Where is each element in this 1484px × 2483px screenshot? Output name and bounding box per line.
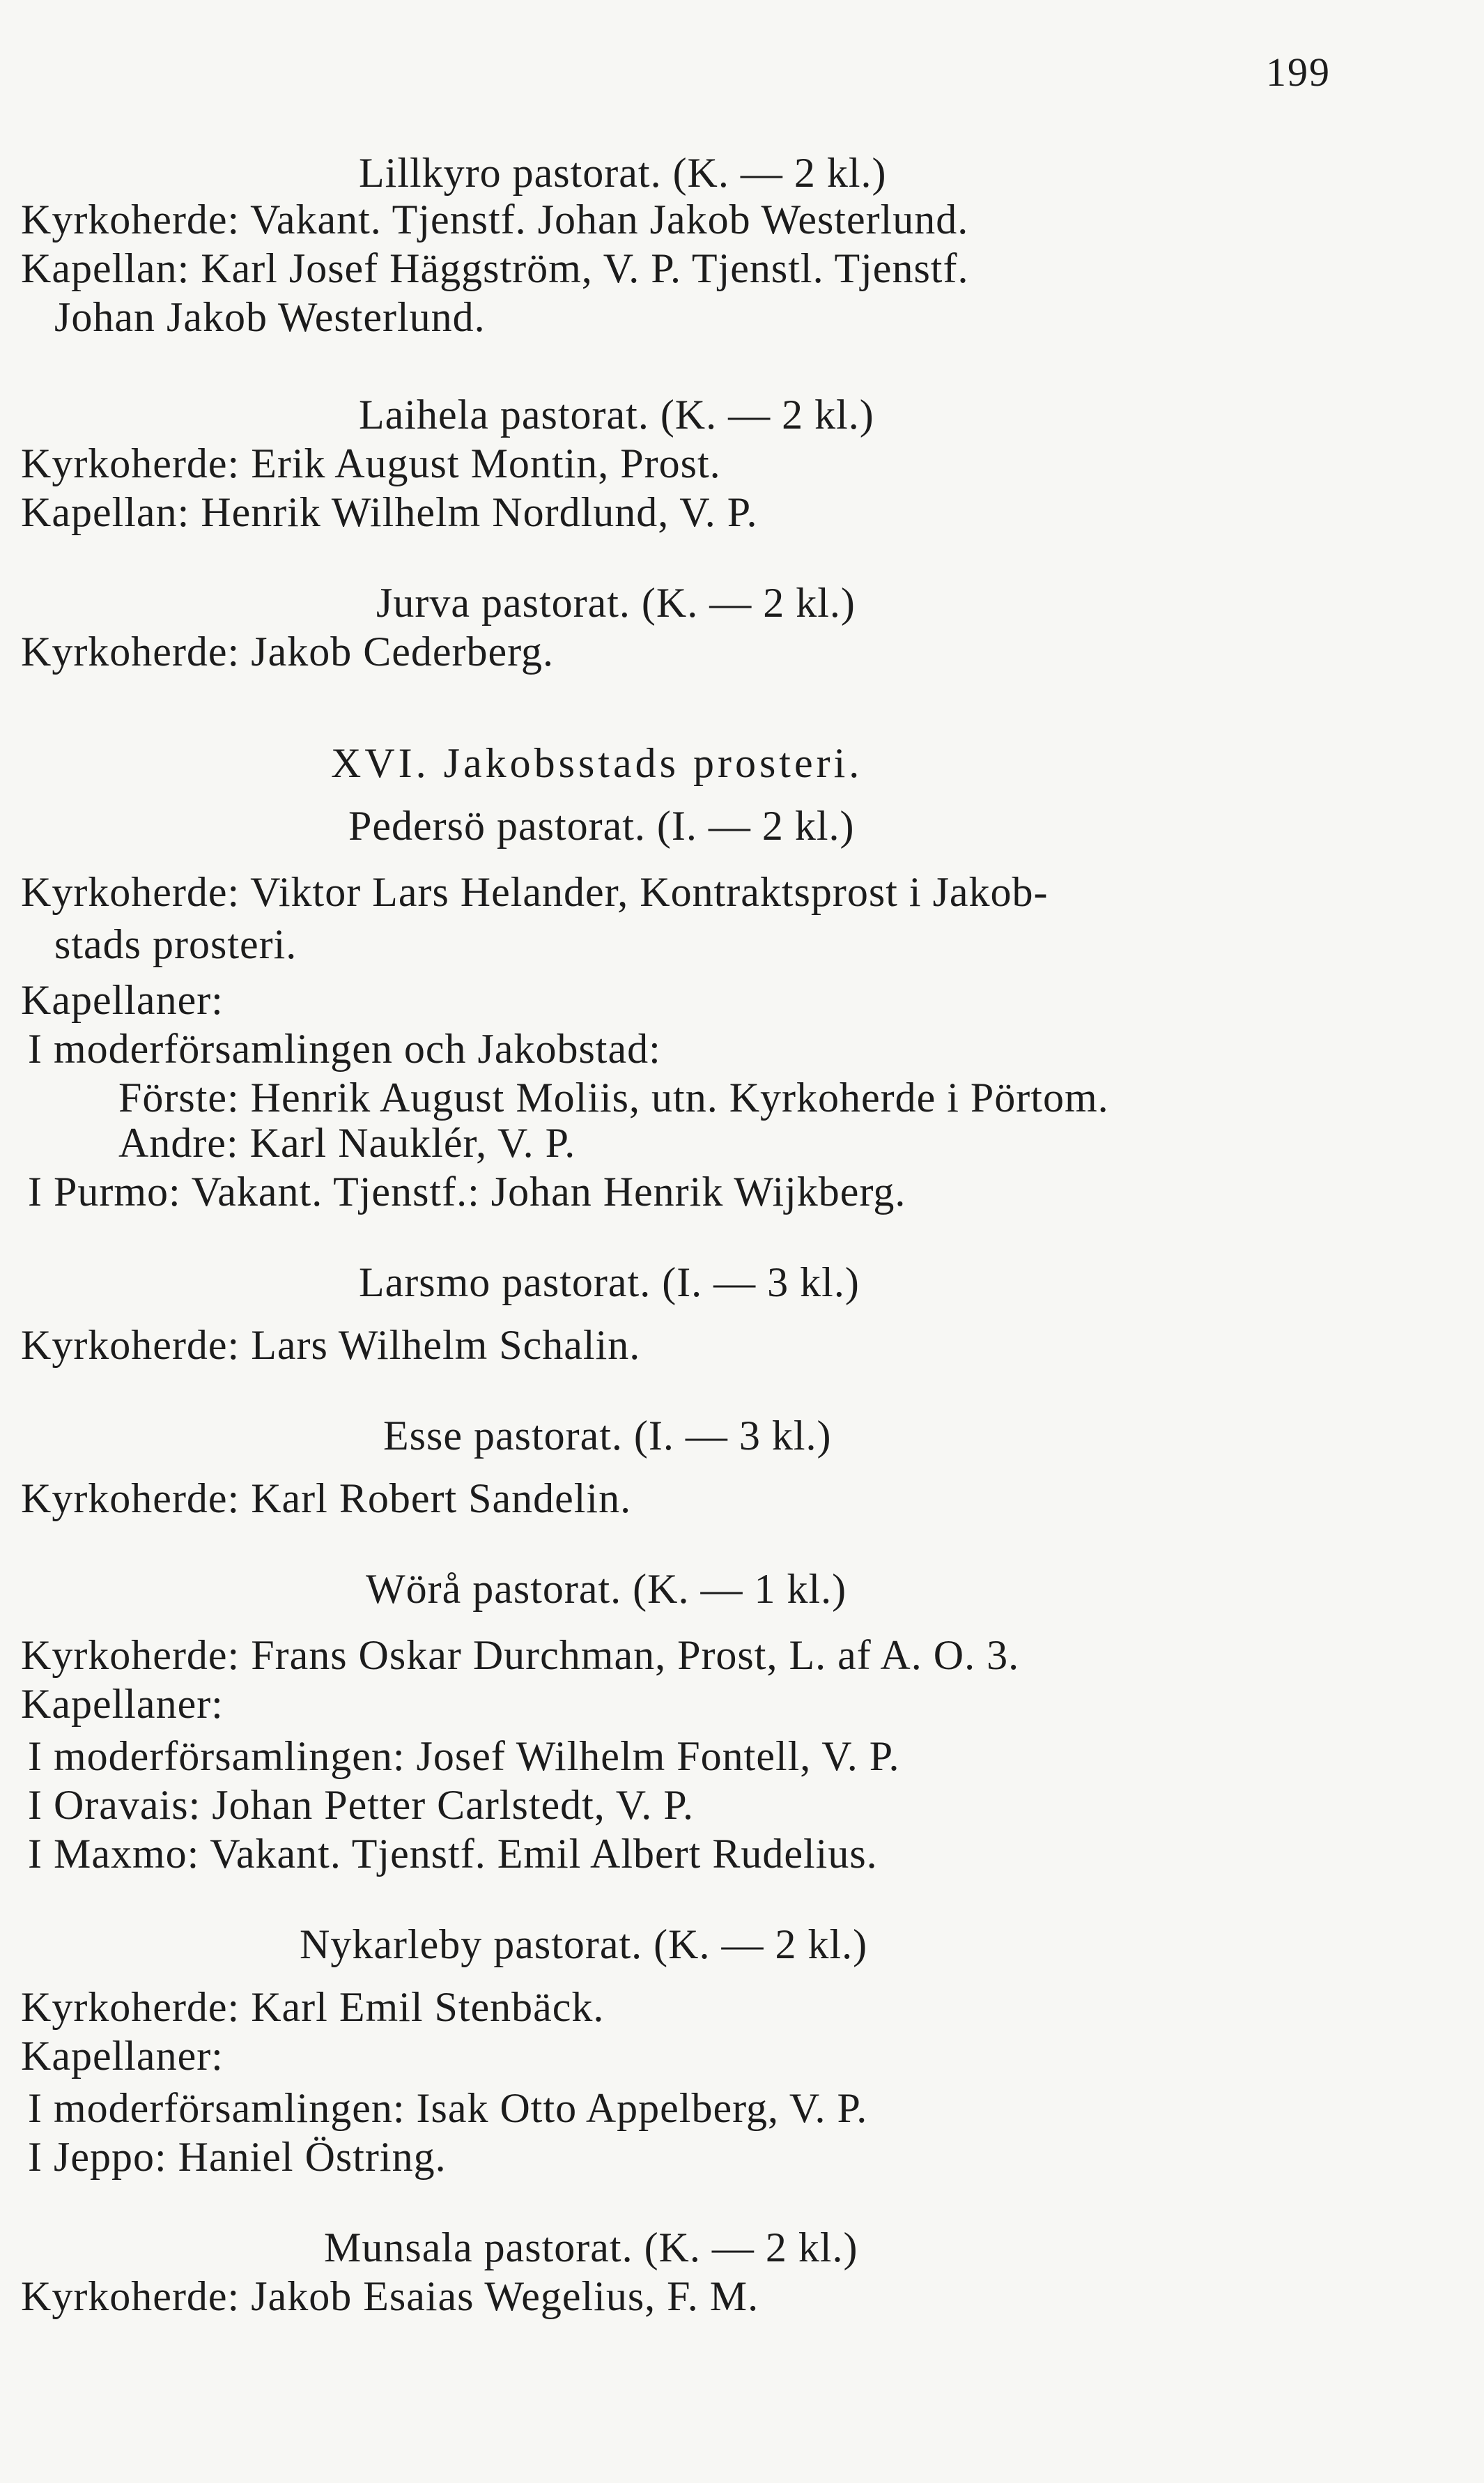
text-line: Andre: Karl Nauklér, V. P. bbox=[118, 1120, 576, 1166]
text-line: Kyrkoherde: Karl Emil Stenbäck. bbox=[21, 1984, 605, 2030]
text-line: Kyrkoherde: Jakob Cederberg. bbox=[21, 629, 554, 675]
heading-munsala: Munsala pastorat. (K. — 2 kl.) bbox=[324, 2224, 858, 2270]
text-line: I moderförsamlingen: Josef Wilhelm Fontell, V. P. bbox=[28, 1733, 900, 1779]
text-line: Kapellaner: bbox=[21, 977, 224, 1023]
heading-esse: Esse pastorat. (I. — 3 kl.) bbox=[383, 1413, 832, 1459]
text-line: I Jeppo: Haniel Östring. bbox=[28, 2134, 447, 2180]
text-line: Johan Jakob Westerlund. bbox=[54, 294, 486, 340]
heading-laihela: Laihela pastorat. (K. — 2 kl.) bbox=[359, 392, 874, 438]
text-line: I Maxmo: Vakant. Tjenstf. Emil Albert Rudelius. bbox=[28, 1831, 878, 1877]
text-line: I Purmo: Vakant. Tjenstf.: Johan Henrik Wijkberg. bbox=[28, 1169, 906, 1215]
text-line: Kyrkoherde: Erik August Montin, Prost. bbox=[21, 440, 721, 486]
page-number: 199 bbox=[1266, 49, 1331, 95]
text-line: I Oravais: Johan Petter Carlstedt, V. P. bbox=[28, 1782, 695, 1828]
text-line: Förste: Henrik August Moliis, utn. Kyrkoherde i Pörtom. bbox=[118, 1075, 1109, 1121]
heading-pederso: Pedersö pastorat. (I. — 2 kl.) bbox=[348, 803, 855, 849]
heading-lillkyro: Lillkyro pastorat. (K. — 2 kl.) bbox=[359, 150, 887, 196]
text-line: Kapellaner: bbox=[21, 1681, 224, 1727]
text-line: Kapellan: Karl Josef Häggström, V. P. Tjenstl. Tjenstf. bbox=[21, 245, 969, 291]
text-line: I moderförsamlingen: Isak Otto Appelberg, V. P. bbox=[28, 2085, 868, 2131]
text-line: stads prosteri. bbox=[54, 921, 297, 967]
text-line: Kyrkoherde: Jakob Esaias Wegelius, F. M. bbox=[21, 2273, 759, 2319]
text-line: Kyrkoherde: Frans Oskar Durchman, Prost, L. af A. O. 3. bbox=[21, 1632, 1020, 1678]
heading-wora: Wörå pastorat. (K. — 1 kl.) bbox=[366, 1566, 847, 1612]
heading-nykarleby: Nykarleby pastorat. (K. — 2 kl.) bbox=[300, 1921, 868, 1967]
text-line: Kyrkoherde: Lars Wilhelm Schalin. bbox=[21, 1322, 641, 1368]
text-line: Kapellaner: bbox=[21, 2033, 224, 2079]
text-line: Kyrkoherde: Karl Robert Sandelin. bbox=[21, 1475, 632, 1521]
text-line: Kyrkoherde: Vakant. Tjenstf. Johan Jakob Westerlund. bbox=[21, 197, 969, 243]
section-heading: XVI. Jakobsstads prosteri. bbox=[331, 740, 863, 786]
text-line: Kapellan: Henrik Wilhelm Nordlund, V. P. bbox=[21, 489, 758, 535]
text-line: Kyrkoherde: Viktor Lars Helander, Kontraktsprost i Jakob- bbox=[21, 869, 1049, 915]
text-line: I moderförsamlingen och Jakobstad: bbox=[28, 1026, 661, 1072]
heading-jurva: Jurva pastorat. (K. — 2 kl.) bbox=[376, 580, 856, 626]
heading-larsmo: Larsmo pastorat. (I. — 3 kl.) bbox=[359, 1259, 860, 1305]
